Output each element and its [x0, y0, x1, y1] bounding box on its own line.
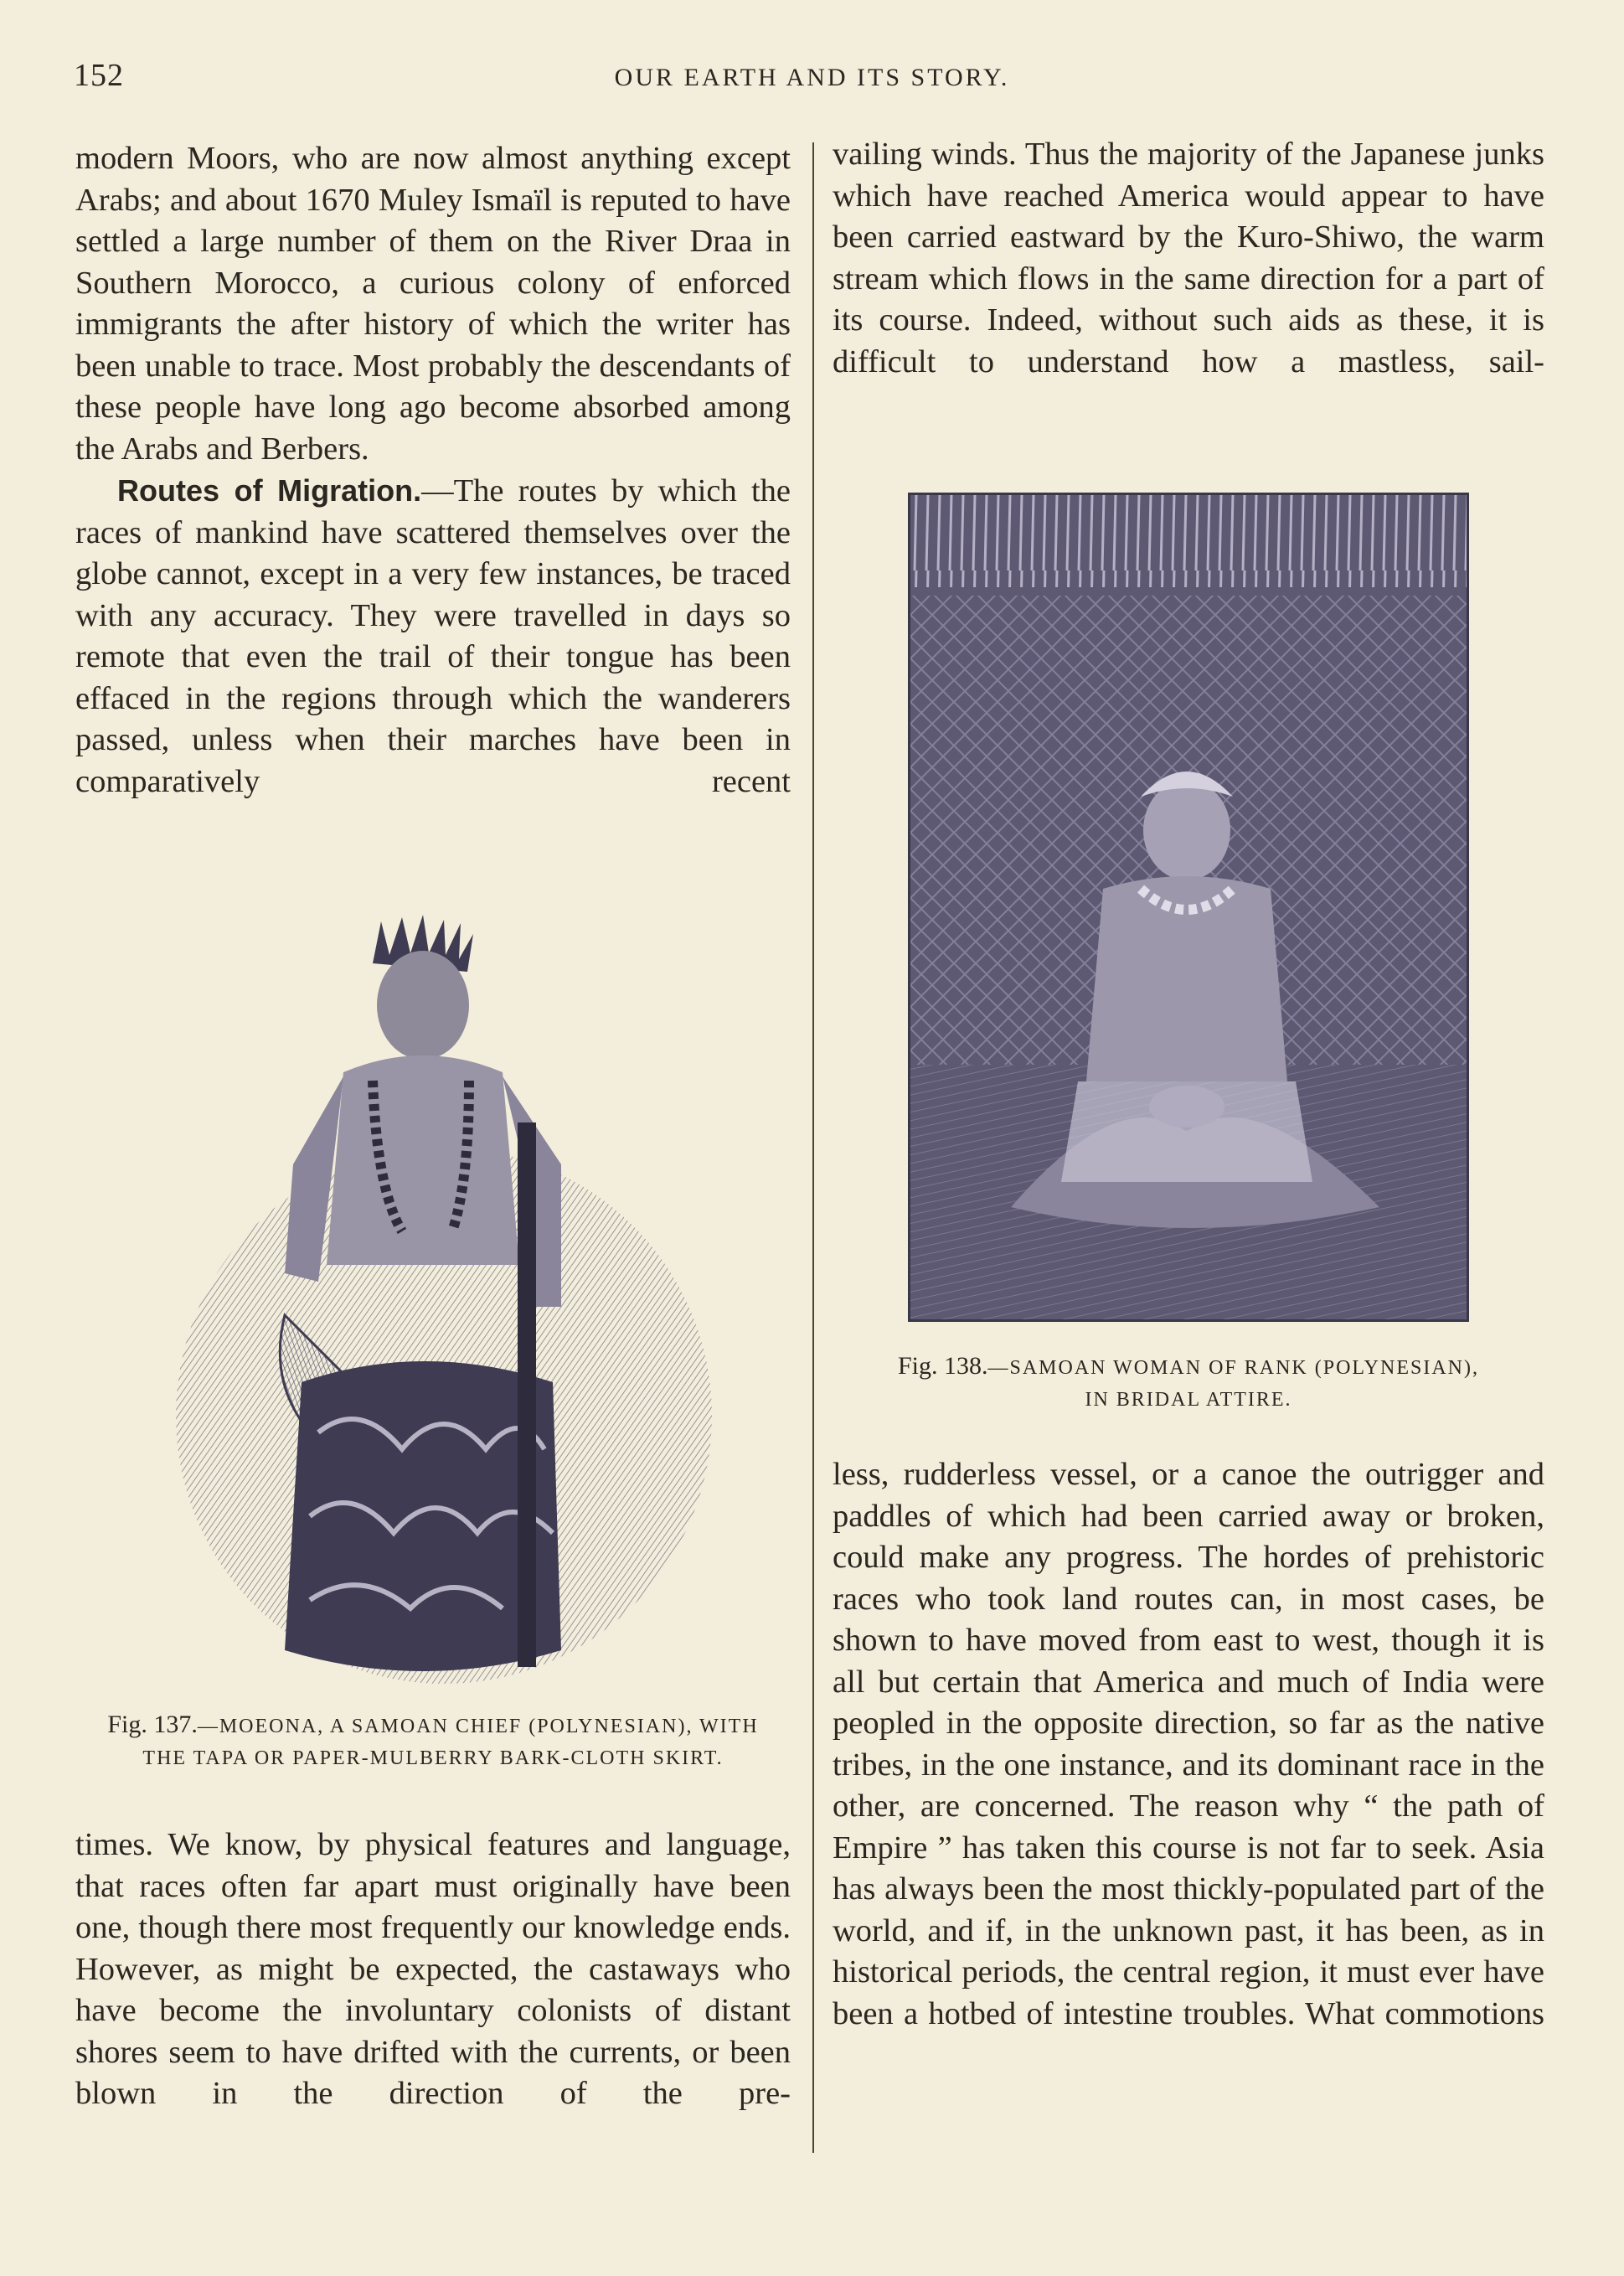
paragraph-routes-text: —The routes by which the races of mankind have scattered themselves over the globe cannot, except in a very few instances, be traced with any accuracy. They were travelled in days so remote that even the trail of their tongue has been effaced in the regions through which the wanderers passed, unless when their marches have been in comparatively recent — [75, 473, 791, 799]
thatch-fringe — [910, 495, 1467, 587]
paragraph-rudderless: less, rudderless vessel, or a canoe the outrigger and paddles of which had been carried away or broken, could make any progress. The hordes of prehistoric races who took land routes can, in most cases, be shown to have moved from east to west, though it is all but certain that America and much of India were peopled in the opposite direction, so far as the native tribes, in the one instance, and its dominant race in the other, are concerned. The reason why “ the path of Empire ” has taken this course is not far to seek. Asia has always been the most thickly-populated part of the world, and if, in the unknown past, it has been, as in historical periods, the central region, it must ever have been a hotbed of intestine troubles. What commotions — [833, 1457, 1544, 2031]
figure-138-caption — [833, 1350, 1544, 1416]
clasped-hands — [1149, 1086, 1224, 1128]
woman-body — [1086, 876, 1287, 1081]
club-staff — [518, 1123, 536, 1667]
paragraph-routes — [75, 470, 791, 803]
figure-137-caption-line2: THE TAPA OR PAPER-MULBERRY BARK-CLOTH SKIRT. — [142, 1747, 724, 1769]
left-column-bottom — [75, 1824, 791, 2115]
page-header — [74, 57, 1550, 107]
figure-138-caption-line1: —SAMOAN WOMAN OF RANK (POLYNESIAN), — [987, 1357, 1480, 1379]
page-number: 152 — [74, 58, 124, 93]
paragraph-moors: modern Moors, who are now almost anything except Arabs; and about 1670 Muley Ismaïl is reputed to have settled a large number of them on the River Draa in Southern Morocco, a curious colony of enforced immigrants the after history of which the writer has been unable to trace. Most probably the descendants of these people have long ago become absorbed among the Arabs and Berbers. — [75, 141, 791, 467]
paragraph-winds: vailing winds. Thus the majority of the Japanese junks which have reached America would appear to have been carried eastward by the Kuro-Shiwo, the warm stream which flows in the same direction for a part of its course. Indeed, without such aids as these, it is difficult to understand how a mastless, sail- — [833, 137, 1544, 379]
figure-138-illustration — [908, 493, 1469, 1322]
figure-137-illustration — [168, 913, 720, 1692]
right-column-top — [833, 134, 1544, 383]
paragraph-castaways: times. We know, by physical features and language, that races often far apart must originally have been one, though there most frequently our knowledge ends. However, as might be expected, the castaways who have become the involuntary colonists of distant shores seem to have drifted with the currents, or been blown in the direction of the pre- — [75, 1827, 791, 2111]
column-divider — [812, 142, 814, 2153]
figure-138-label: Fig. 138. — [897, 1352, 988, 1380]
left-column-top — [75, 138, 791, 803]
running-title: OUR EARTH AND ITS STORY. — [614, 64, 1010, 91]
figure-137-caption-line1: —MOEONA, A SAMOAN CHIEF (POLYNESIAN), WITH — [197, 1716, 759, 1737]
woman-head — [1143, 780, 1230, 880]
chief-torso — [327, 1055, 519, 1265]
figure-137-caption — [75, 1709, 791, 1774]
figure-137-label: Fig. 137. — [107, 1711, 198, 1738]
section-heading-routes: Routes of Migration. — [117, 473, 422, 508]
chief-head — [377, 951, 469, 1060]
figure-138-caption-line2: IN BRIDAL ATTIRE. — [1085, 1389, 1292, 1411]
figure-138-engraving — [910, 495, 1467, 1319]
right-column-bottom — [833, 1454, 1544, 2035]
